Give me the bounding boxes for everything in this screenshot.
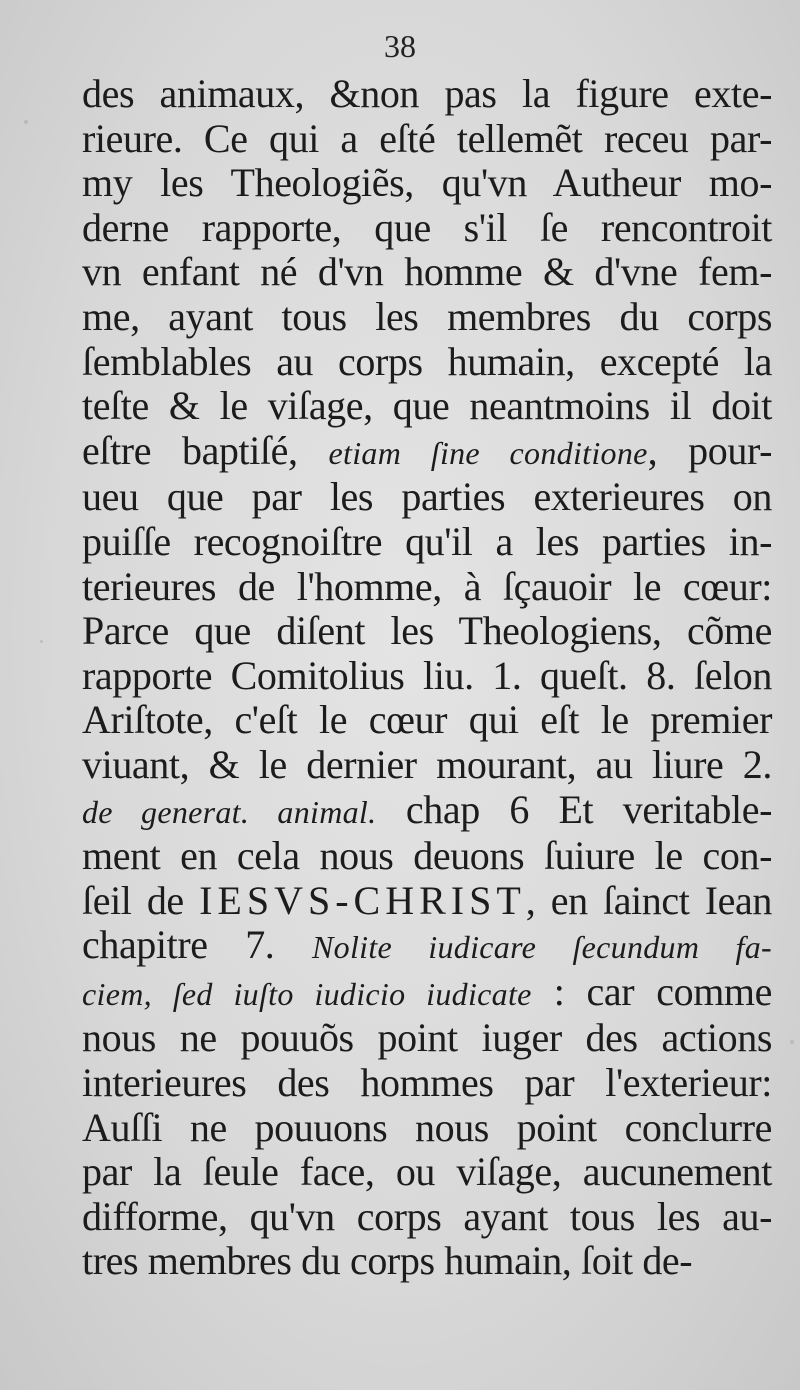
italic-text: etiam ſine conditione <box>328 434 648 471</box>
text-segment: ueu que par les parties exterieures on <box>82 474 772 520</box>
text-segment: ſemblables au corps humain, excepté la <box>82 338 772 384</box>
text-segment: viuant, & le dernier mourant, au liure 2. <box>82 741 772 787</box>
text-segment: puiſſe recognoiſtre qu'il a les parties in- <box>82 518 772 564</box>
text-line <box>82 1016 772 1061</box>
text-line <box>82 923 772 970</box>
italic-text: de generat. animal. <box>82 793 377 830</box>
text-line <box>82 384 772 429</box>
text-line <box>82 565 772 610</box>
text-line <box>82 1106 772 1151</box>
text-line <box>82 429 772 476</box>
text-line <box>82 609 772 654</box>
text-segment: rieure. Ce qui a eſté tellemẽt receu par- <box>82 115 772 161</box>
text-segment: : car comme <box>531 968 772 1014</box>
text-segment: chapitre 7. <box>82 922 312 968</box>
text-line <box>82 970 772 1017</box>
text-segment: par la ſeule face, ou viſage, aucunement <box>82 1149 772 1195</box>
body-text <box>82 72 772 1284</box>
text-segment: ment en cela nous deuons ſuiure le con- <box>82 833 772 879</box>
text-line <box>82 250 772 295</box>
text-segment: derne rapporte, que s'il ſe rencontroit <box>82 204 772 250</box>
text-segment: interieures des hommes par l'exterieur: <box>82 1060 772 1106</box>
text-line <box>82 475 772 520</box>
text-line <box>82 1061 772 1106</box>
page-number: 38 <box>384 28 416 64</box>
text-segment: Parce que diſent les Theologiens, cõme <box>82 608 772 654</box>
text-segment: Ariſtote, c'eſt le cœur qui eſt le premier <box>82 697 772 743</box>
text-segment: tres membres du corps humain, ſoit de- <box>82 1238 693 1284</box>
text-line <box>82 206 772 251</box>
text-segment: , pour- <box>647 427 772 473</box>
text-segment: me, ayant tous les membres du corps <box>82 293 772 339</box>
text-line <box>82 743 772 788</box>
small-caps-text: IESVS-CHRIST <box>199 877 526 923</box>
text-line <box>82 1239 772 1284</box>
paper-speck <box>790 1040 794 1044</box>
text-segment: nous ne pouuõs point iuger des actions <box>82 1015 772 1061</box>
text-line <box>82 834 772 879</box>
text-segment: ſeil de <box>82 877 200 923</box>
italic-text: ciem, ſed iuſto iudicio iudicate <box>82 975 532 1012</box>
paper-speck <box>40 640 43 643</box>
text-segment: teſte & le viſage, que neantmoins il doit <box>82 383 772 429</box>
text-segment: chap 6 Et veritable- <box>376 786 773 832</box>
text-segment: , en ſainct Iean <box>525 877 772 923</box>
text-segment: terieures de l'homme, à ſçauoir le cœur: <box>82 563 772 609</box>
text-segment: difforme, qu'vn corps ayant tous les au- <box>82 1193 772 1239</box>
paper-speck <box>24 120 28 124</box>
text-line <box>82 1150 772 1195</box>
text-line <box>82 879 772 924</box>
text-line <box>82 117 772 162</box>
text-line <box>82 340 772 385</box>
text-segment: my les Theologiẽs, qu'vn Autheur mo- <box>82 160 772 206</box>
text-line <box>82 161 772 206</box>
italic-text: Nolite iudicare ſecundum fa- <box>312 929 772 966</box>
text-segment: Auſſi ne pouuons nous point conclurre <box>82 1104 772 1150</box>
text-line <box>82 788 772 835</box>
text-line <box>82 1195 772 1240</box>
text-segment: eſtre baptiſé, <box>82 427 329 473</box>
text-line <box>82 295 772 340</box>
text-segment: rapporte Comitolius liu. 1. queſt. 8. ſelon <box>82 652 772 698</box>
text-segment: des animaux, &non pas la figure exte- <box>82 71 772 116</box>
text-segment: vn enfant né d'vn homme & d'vne fem- <box>82 249 772 295</box>
text-line <box>82 698 772 743</box>
text-line <box>82 520 772 565</box>
text-line <box>82 72 772 117</box>
text-line <box>82 654 772 699</box>
